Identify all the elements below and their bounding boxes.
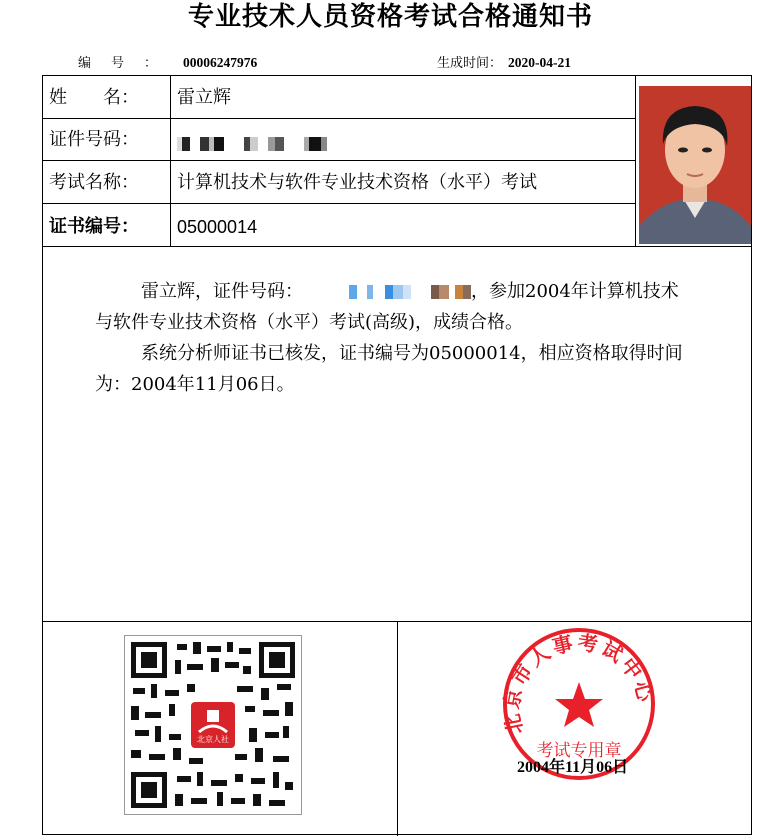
id-label: 证件号码： <box>49 129 139 150</box>
qr-code[interactable] <box>124 635 302 815</box>
number-value: 00006247976 <box>183 55 258 70</box>
notice-paragraph-2: 系统分析师证书已核发，证书编号为05000014，相应资格取得时间为：2004年11月06日。 <box>95 343 683 395</box>
seal-ring-text: 北京市人事考试中心 <box>499 630 659 737</box>
paragraph-1-start: 雷立辉，证件号码： <box>141 281 303 302</box>
paragraph-1-end: ，参加2004年计算机技术与软件专业技术资格（水平）考试(高级)，成绩合格。 <box>95 281 679 333</box>
qr-logo-text: 北京人社 <box>197 735 229 744</box>
cert-no-value: 05000014 <box>177 217 258 237</box>
name-value: 雷立辉 <box>177 87 231 108</box>
qr-code-image <box>125 636 301 814</box>
redaction-mosaic <box>303 285 471 299</box>
date-label: 生成时间： <box>437 56 503 71</box>
notice-body <box>95 276 695 400</box>
name-label: 姓 名： <box>49 87 139 108</box>
certificate-sheet <box>42 75 752 835</box>
seal-bottom-text: 考试专用章 <box>536 741 622 761</box>
exam-name-value: 计算机技术与软件专业技术资格（水平）考试 <box>177 172 537 193</box>
certificate-number-line <box>78 54 257 73</box>
number-label: 编号： <box>78 56 178 71</box>
notice-paragraph-1 <box>95 276 695 338</box>
id-value-redacted <box>177 133 327 155</box>
portrait-image <box>639 86 751 244</box>
exam-name-label: 考试名称： <box>49 172 139 193</box>
redaction-mosaic <box>177 137 327 151</box>
portrait-photo <box>639 86 751 244</box>
date-value: 2020-04-21 <box>508 55 572 70</box>
generated-date-line <box>437 54 571 73</box>
document-title: 专业技术人员资格考试合格通知书 <box>187 2 593 32</box>
issue-date: 2004年11月06日 <box>517 759 629 776</box>
cert-no-label: 证书编号： <box>49 216 139 237</box>
